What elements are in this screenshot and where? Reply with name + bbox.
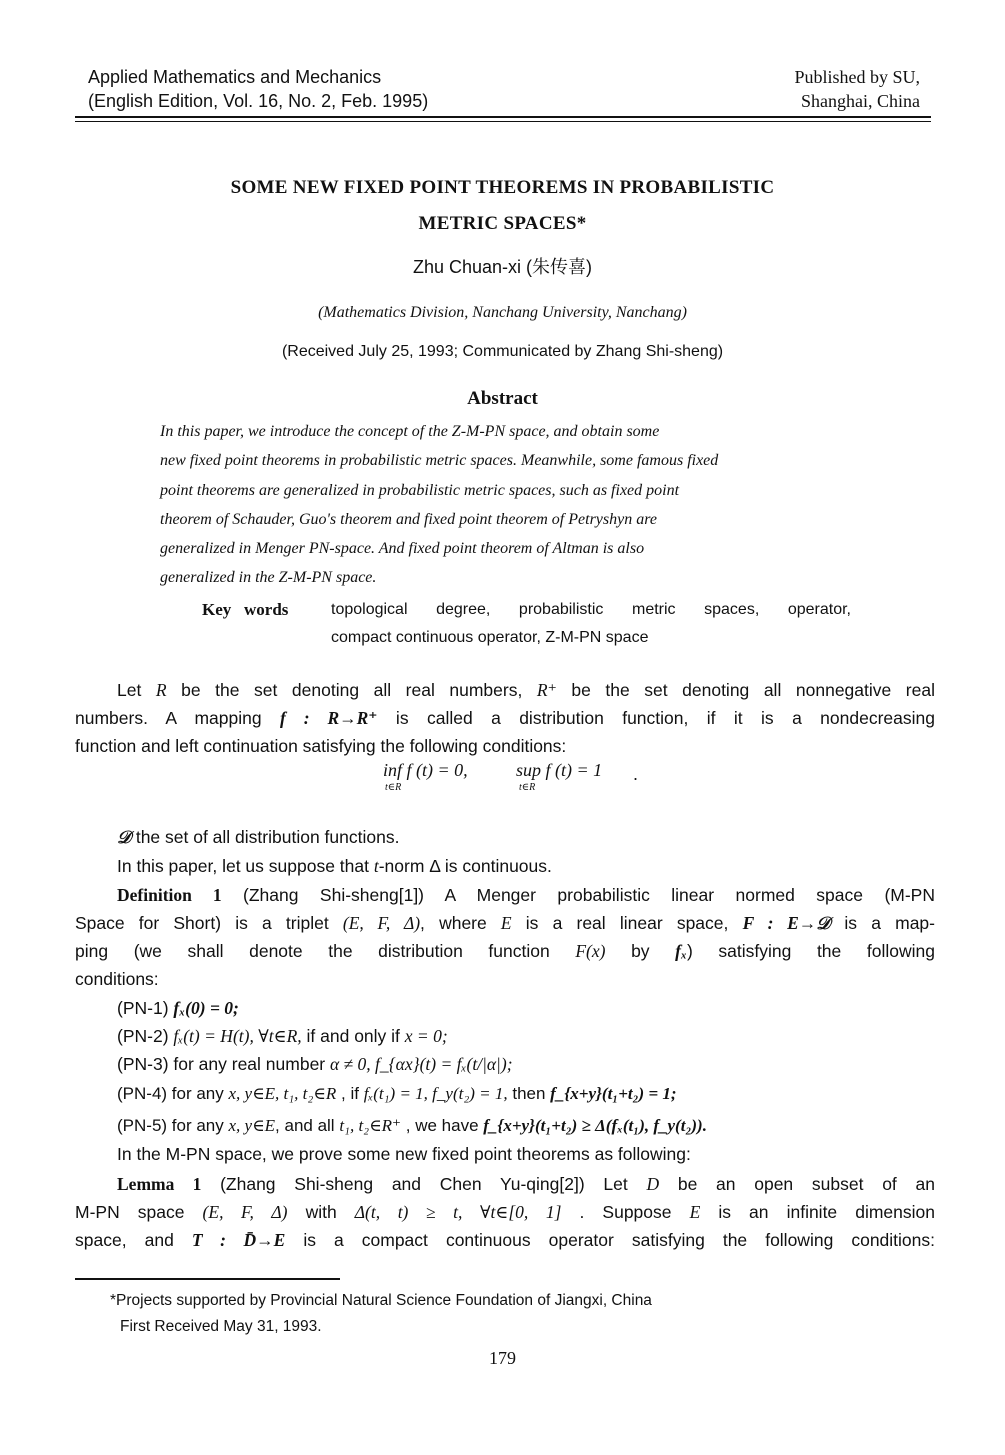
footnote-line-1: *Projects supported by Provincial Natural Science Foundation of Jiangxi, China: [110, 1292, 652, 1309]
title-line-1: SOME NEW FIXED POINT THEOREMS IN PROBABILISTIC: [230, 177, 775, 198]
mpn-intro-line: In the M-PN space, we prove some new fixed point theorems as following:: [117, 1144, 691, 1164]
lemma-label: Lemma 1: [117, 1174, 202, 1194]
symbol-R-plus: R⁺: [536, 680, 557, 700]
footnote-line-2: First Received May 31, 1993.: [120, 1318, 322, 1335]
eq-sup: sup f (t) = 1: [516, 760, 603, 780]
keywords-line-1: topological degree, probabilistic metric spaces, operator,: [331, 601, 851, 618]
condition-pn-4: (PN-4) for any x, y∈E, t₁, t₂∈R , if fₓ(t₁) = 1, f_y(t₂) = 1, then f_{x+y}(t₁+t₂) = 1;: [117, 1084, 677, 1103]
eq-period: .: [633, 764, 639, 784]
intro-line-1: Let R be the set denoting all real numbers, R⁺ be the set denoting all nonnegative real: [117, 680, 935, 700]
abstract-line: generalized in the Z-M-PN space.: [160, 569, 377, 587]
abstract-line: theorem of Schauder, Guo's theorem and fixed point theorem of Petryshyn are: [160, 510, 657, 528]
abstract-line: In this paper, we introduce the concept of the Z-M-PN space, and obtain some: [160, 423, 660, 440]
publisher-line-2: Shanghai, China: [801, 91, 920, 111]
lemma1-line-1: Lemma 1 (Zhang Shi-sheng and Chen Yu-qing[2]) Let D be an open subset of an: [117, 1174, 935, 1194]
journal-line-2: (English Edition, Vol. 16, No. 2, Feb. 1995): [88, 91, 429, 111]
abstract-body: [160, 417, 848, 593]
paragraph-intro: [75, 676, 935, 760]
equation-inf-sup: [383, 760, 643, 800]
def1-line-1: Definition 1 (Zhang Shi-sheng[1]) A Menger probabilistic linear normed space (M-PN: [117, 885, 935, 905]
eq-inf: inf f (t) = 0,: [383, 760, 468, 780]
intro-line-2: numbers. A mapping f : R→R⁺ is called a distribution function, if it is a nondecreasing: [75, 708, 935, 728]
script-D-symbol: 𝒟: [117, 827, 131, 847]
eq-inf-sub: t∈R: [385, 782, 402, 793]
affiliation: (Mathematics Division, Nanchang University, Nanchang): [318, 304, 687, 321]
title-line-2: METRIC SPACES*: [418, 213, 587, 234]
footnote-rule: [75, 1278, 340, 1280]
def1-line-2: Space for Short) is a triplet (E, F, Δ), where E is a real linear space, F : E→𝒟 is a map-: [75, 913, 935, 933]
lemma1-line-3: space, and T : D̄→E is a compact continuous operator satisfying the following conditions:: [75, 1230, 935, 1250]
keywords-line-2: compact continuous operator, Z-M-PN space: [331, 629, 649, 646]
distribution-set-line: 𝒟 the set of all distribution functions.: [117, 827, 400, 847]
intro-line-3: function and left continuation satisfying the following conditions:: [75, 736, 567, 756]
def1-line-3: ping (we shall denote the distribution function F(x) by fₓ) satisfying the following: [75, 941, 935, 961]
abstract-heading: Abstract: [467, 388, 538, 409]
keywords-label: Key words: [202, 600, 289, 619]
header-rule-thin: [75, 121, 931, 122]
abstract-line: generalized in Menger PN-space. And fixed point theorem of Altman is also: [160, 540, 645, 558]
mapping-formula: f : R→R⁺: [280, 708, 378, 728]
symbol-R: R: [155, 680, 167, 700]
header-rule-thick: [75, 116, 931, 118]
publisher-info: [730, 65, 920, 113]
lemma1-line-2: M-PN space (E, F, Δ) with Δ(t, t) ≥ t, ∀t∈[0, 1] . Suppose E is an infinite dimension: [75, 1202, 935, 1222]
condition-pn-1: (PN-1) fₓ(0) = 0;: [117, 998, 239, 1018]
page-number: 179: [489, 1348, 516, 1368]
publisher-line-1: Published by SU,: [794, 67, 920, 87]
eq-sup-sub: t∈R: [519, 782, 536, 793]
journal-line-1: Applied Mathematics and Mechanics: [88, 67, 382, 87]
footnote: [110, 1288, 652, 1340]
definition-1: [75, 881, 935, 993]
condition-pn-5: (PN-5) for any x, y∈E, and all t₁, t₂∈R⁺ , we have f_{x+y}(t₁+t₂) ≥ Δ(fₓ(t₁), f_y(t₂)).: [117, 1116, 707, 1135]
def1-line-4: conditions:: [75, 969, 159, 989]
definition-label: Definition 1: [117, 885, 222, 905]
condition-pn-2: (PN-2) fₓ(t) = H(t), ∀t∈R, if and only if x = 0;: [117, 1026, 448, 1046]
lemma-1: [75, 1170, 935, 1254]
t-norm-line: In this paper, let us suppose that t-norm Δ is continuous.: [117, 856, 552, 876]
condition-pn-3: (PN-3) for any real number α ≠ 0, f_{αx}(t) = fₓ(t/|α|);: [117, 1054, 513, 1074]
author: Zhu Chuan-xi (朱传喜): [412, 257, 593, 277]
abstract-line: new fixed point theorems in probabilistic metric spaces. Meanwhile, some famous fixed: [160, 452, 719, 470]
abstract-line: point theorems are generalized in probabilistic metric spaces, such as fixed point: [160, 481, 680, 499]
journal-info: [88, 65, 428, 113]
received-line: (Received July 25, 1993; Communicated by Zhang Shi-sheng): [281, 343, 724, 360]
